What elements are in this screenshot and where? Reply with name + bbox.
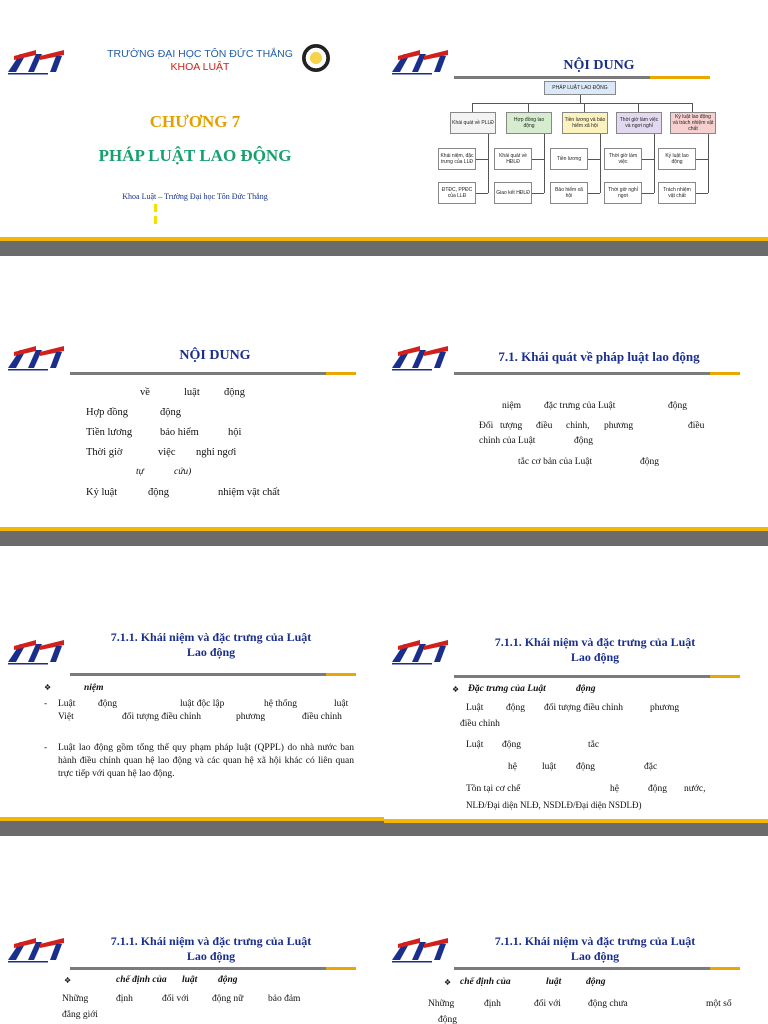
characteristic-text: Tồn tại cơ chế: [466, 784, 521, 794]
overview-text: phương: [604, 421, 634, 431]
cursor-mark: [154, 216, 157, 224]
concept-text: động: [98, 699, 117, 709]
overview-text: tắc cơ bản của Luật: [518, 457, 593, 467]
bullet-heading: niệm: [84, 683, 104, 693]
slide-title-line2: Lao động: [570, 650, 620, 664]
tdt-logo-icon: [390, 934, 452, 964]
title-rule: [70, 372, 326, 375]
title-rule: [454, 372, 710, 375]
bullet-heading: chế định của: [460, 977, 511, 987]
institution-text: động chưa: [588, 999, 628, 1009]
diagram-connector: [532, 159, 544, 160]
diagram-leaf: Thời giờ nghỉ ngơi: [604, 182, 642, 204]
institution-text: động: [438, 1015, 457, 1024]
concept-text: điều chỉnh: [302, 712, 342, 722]
diagram-connector: [638, 103, 639, 112]
contents-item: nghỉ ngơi: [196, 447, 237, 458]
institution-text: Những: [428, 999, 455, 1009]
title-rule-accent: [710, 675, 740, 678]
faculty-seal-icon: [302, 44, 330, 72]
contents-item: Tiền lương: [86, 427, 133, 438]
diagram-connector: [532, 193, 544, 194]
diamond-bullet-icon: ❖: [444, 978, 452, 987]
diagram-branch: Kỷ luật lao động và trách nhiệm vật chất: [670, 112, 716, 134]
slide-title: 7.1.1. Khái niệm và đặc trưng của Luật: [110, 934, 312, 948]
concept-text: Việt: [58, 712, 74, 722]
title-rule: [70, 673, 326, 676]
diagram-leaf: Khái niệm, đặc trưng của LLĐ: [438, 148, 476, 170]
contents-item: tự: [136, 467, 144, 477]
diagram-branch: Thời giờ làm việc và ngơi nghỉ: [616, 112, 662, 134]
slide-title: 7.1. Khái quát về pháp luật lao động: [498, 349, 700, 364]
institution-text: đối với: [162, 994, 189, 1004]
overview-text: đặc trưng của Luật: [544, 401, 616, 411]
diagram-leaf: Khái quát về HĐLĐ: [494, 148, 532, 170]
characteristic-text: đối tượng điều chỉnh: [544, 703, 624, 713]
institution-text: đẳng giới: [62, 1010, 98, 1020]
characteristic-text: phương: [650, 703, 680, 713]
diagram-connector: [696, 159, 708, 160]
slide-contents-list: [0, 290, 384, 546]
footer-bar: [384, 241, 768, 256]
overview-text: động: [640, 457, 659, 467]
characteristic-text: động: [576, 762, 595, 772]
title-rule: [454, 675, 710, 678]
slide-title-line2: Lao động: [570, 949, 620, 963]
diagram-leaf: Trách nhiệm vật chất: [658, 182, 696, 204]
diagram-connector: [488, 134, 489, 193]
slide-title-line2: Lao động: [186, 949, 236, 963]
faculty-name: KHOA LUẬT: [170, 61, 230, 73]
slide-characteristics: [384, 580, 768, 836]
diagram-connector: [472, 103, 473, 112]
concept-text: đối tượng điều chỉnh: [122, 712, 202, 722]
characteristic-text: điều chỉnh: [460, 719, 500, 729]
tdt-logo-icon: [6, 934, 68, 964]
diagram-connector: [472, 103, 692, 104]
dash-bullet-icon: -: [44, 699, 48, 709]
institution-text: đối với: [534, 999, 561, 1009]
slide-overview: [384, 290, 768, 546]
overview-text: điều: [688, 421, 705, 431]
diagram-connector: [544, 134, 545, 193]
bullet-heading: động: [218, 975, 238, 985]
tdt-logo-icon: [6, 46, 68, 76]
contents-item: Thời giờ: [86, 447, 123, 458]
diagram-connector: [580, 95, 581, 103]
title-rule: [454, 967, 710, 970]
bullet-heading: Đặc trưng của Luật: [468, 684, 546, 694]
contents-item: Kỷ luật: [86, 487, 118, 498]
characteristic-text: hệ: [508, 762, 517, 772]
bullet-heading: động: [586, 977, 606, 987]
diagram-connector: [696, 193, 708, 194]
characteristic-text: nước,: [684, 784, 706, 794]
university-name: TRƯỜNG ĐẠI HỌC TÔN ĐỨC THẮNG: [107, 48, 293, 60]
diagram-branch: Khái quát về PLLĐ: [450, 112, 496, 134]
diagram-leaf: Bảo hiểm xã hội: [550, 182, 588, 204]
contents-item: về: [140, 387, 150, 398]
overview-text: chỉnh của Luật: [479, 436, 536, 446]
institution-text: một số: [706, 999, 732, 1009]
footer-bar: [0, 531, 384, 546]
cover-subline: Khoa Luật – Trường Đại học Tôn Đức Thắng: [122, 192, 268, 201]
diagram-leaf: Tiền lương: [550, 148, 588, 170]
diagram-connector: [476, 159, 488, 160]
diagram-connector: [642, 159, 654, 160]
diagram-connector: [708, 134, 709, 193]
characteristic-text: động: [506, 703, 525, 713]
tdt-logo-icon: [6, 342, 68, 372]
slide-institutions-a: [0, 870, 384, 1024]
slide-title: 7.1.1. Khái niệm và đặc trưng của Luật: [110, 630, 312, 644]
tdt-logo-icon: [390, 342, 452, 372]
diagram-leaf: Kỷ luật lao động: [658, 148, 696, 170]
contents-item: động: [160, 407, 181, 418]
diagram-connector: [692, 103, 693, 112]
footer-bar: [384, 531, 768, 546]
chapter-label: CHƯƠNG 7: [149, 112, 241, 131]
characteristic-text: Luật: [466, 703, 484, 713]
title-rule: [70, 967, 326, 970]
contents-item: nhiệm vật chất: [218, 487, 280, 498]
characteristic-text: động: [502, 740, 521, 750]
overview-text: động: [668, 401, 687, 411]
slide-title: 7.1.1. Khái niệm và đặc trưng của Luật: [494, 934, 696, 948]
institution-text: bảo đảm: [268, 994, 301, 1004]
contents-item: bảo hiểm: [160, 427, 199, 438]
characteristic-text: đặc: [644, 762, 658, 772]
diagram-connector: [588, 193, 600, 194]
contents-item: Hợp đồng: [86, 407, 129, 418]
slide-contents-diagram: [384, 0, 768, 256]
title-rule-accent: [326, 673, 356, 676]
footer-bar: [0, 821, 384, 836]
bullet-heading: động: [576, 684, 596, 694]
overview-text: tượng: [500, 421, 523, 431]
diagram-branch: Tiền lương và bảo hiểm xã hội: [562, 112, 608, 134]
contents-item: việc: [158, 447, 176, 458]
concept-text: phương: [236, 712, 266, 722]
title-rule-accent: [710, 967, 740, 970]
overview-text: điều: [536, 421, 553, 431]
diagram-leaf: ĐTĐC, PPĐC của LLĐ: [438, 182, 476, 204]
slide-cover: [0, 0, 384, 256]
institution-text: động nữ: [212, 994, 244, 1004]
concept-text: Luật: [58, 699, 76, 709]
footer-bar: [0, 241, 384, 256]
diagram-connector: [588, 159, 600, 160]
slide-title: 7.1.1. Khái niệm và đặc trưng của Luật: [494, 635, 696, 649]
diagram-branch: Hợp đồng lao động: [506, 112, 552, 134]
title-rule-accent: [326, 967, 356, 970]
diamond-bullet-icon: ❖: [452, 685, 460, 694]
concept-text: luật độc lập: [180, 699, 225, 709]
concept-text: luật: [334, 699, 349, 709]
diagram-connector: [654, 134, 655, 193]
diagram-leaf: Thời giờ làm việc: [604, 148, 642, 170]
slide-title-line2: Lao động: [186, 645, 236, 659]
contents-item: động: [148, 487, 169, 498]
institution-text: Những: [62, 994, 89, 1004]
title-rule-accent: [710, 372, 740, 375]
overview-text: niệm: [502, 401, 521, 411]
diagram-connector: [528, 103, 529, 112]
slide-concept: [0, 580, 384, 836]
slide-title: NỘI DUNG: [179, 348, 251, 363]
contents-item: động: [224, 387, 245, 398]
characteristic-text: tắc: [588, 740, 600, 750]
characteristic-text: luật: [542, 762, 557, 772]
footer-bar: [384, 823, 768, 836]
contents-item: cứu): [174, 467, 192, 477]
institution-text: định: [484, 999, 501, 1009]
bullet-heading: chế định của: [116, 975, 167, 985]
contents-diagram: [384, 0, 768, 256]
diagram-root: PHÁP LUẬT LAO ĐỘNG: [544, 81, 616, 95]
slide-title: NỘI DUNG: [563, 58, 635, 73]
diagram-connector: [476, 193, 488, 194]
diagram-connector: [600, 134, 601, 193]
slide-institutions-b: [384, 870, 768, 1024]
characteristic-text: Luật: [466, 740, 484, 750]
overview-text: Đối: [479, 421, 494, 431]
overview-text: chỉnh,: [566, 421, 590, 431]
tdt-logo-icon: [390, 636, 452, 666]
characteristic-text: động: [648, 784, 667, 794]
diagram-leaf: Giao kết HĐLĐ: [494, 182, 532, 204]
contents-item: hội: [228, 427, 242, 438]
contents-item: luật: [184, 387, 200, 398]
institution-text: định: [116, 994, 133, 1004]
diagram-connector: [642, 193, 654, 194]
overview-text: động: [574, 436, 593, 446]
bullet-heading: luật: [546, 977, 562, 987]
characteristic-text: hệ: [610, 784, 619, 794]
dash-bullet-icon: -: [44, 743, 48, 753]
tdt-logo-icon: [6, 636, 68, 666]
concept-text: hệ thống: [264, 699, 297, 709]
title-rule-accent: [326, 372, 356, 375]
diamond-bullet-icon: ❖: [44, 683, 52, 692]
diamond-bullet-icon: ❖: [64, 976, 72, 985]
cursor-mark: [154, 204, 157, 212]
diagram-connector: [584, 103, 585, 112]
characteristic-text: NLĐ/Đại diện NLĐ, NSDLĐ/Đại diện NSDLĐ): [466, 800, 642, 810]
concept-definition: Luật lao động gồm tổng thể quy phạm pháp luật (QPPL) do nhà nước ban hành điều chỉnh quan hệ lao động và các quan hệ xã hội khác có liên quan trực tiếp với quan hệ lao động.: [58, 743, 354, 779]
bullet-heading: luật: [182, 975, 198, 985]
cover-title: PHÁP LUẬT LAO ĐỘNG: [98, 146, 292, 165]
